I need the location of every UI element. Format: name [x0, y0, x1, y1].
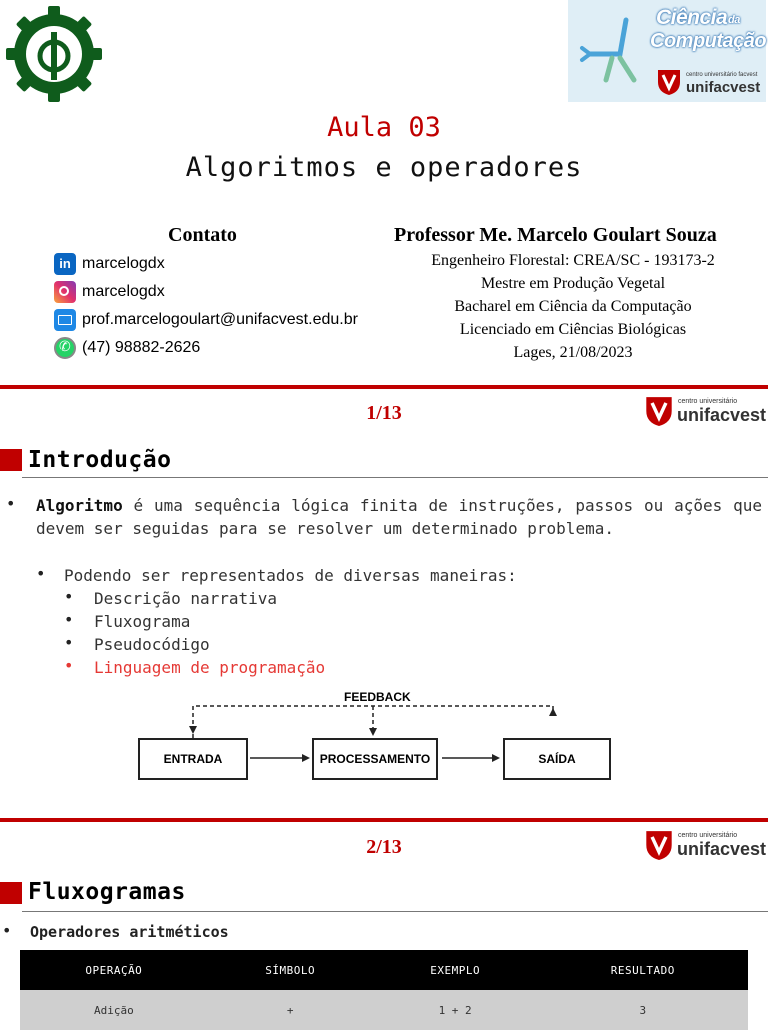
section-marker [0, 449, 22, 471]
lesson-title: Algoritmos e operadores [185, 152, 583, 183]
slide-divider [0, 385, 768, 389]
bullet-dot: • [64, 610, 74, 629]
column-header: EXEMPLO [373, 950, 538, 990]
contact-heading: Contato [168, 224, 237, 246]
professor-credential: Mestre em Produção Vegetal [480, 275, 666, 292]
section-underline [22, 477, 768, 478]
section-underline [22, 911, 768, 912]
presentation-date: Lages, 21/08/2023 [513, 344, 633, 361]
professor-name: Professor Me. Marcelo Goulart Souza [394, 224, 717, 246]
slide-divider [0, 818, 768, 822]
bullet-dot: • [64, 587, 74, 606]
unifacvest-shield-icon [644, 394, 674, 428]
phi-gear-logo [4, 4, 104, 104]
cc-logo-line2: Computação [650, 30, 767, 52]
instagram-handle: marcelogdx [82, 283, 165, 300]
column-header: SÍMBOLO [208, 950, 373, 990]
algorithm-definition-text: é uma sequência lógica finita de instruções, passos ou ações que devem ser seguidas para se resolver um determinado problema. [36, 496, 762, 538]
table-row [20, 990, 748, 1030]
section-title: Introdução [28, 447, 172, 473]
contact-whatsapp[interactable] [54, 336, 200, 360]
professor-credential: Licenciado em Ciências Biológicas [459, 321, 687, 338]
cc-logo-small: centro universitário facvest [686, 72, 758, 78]
bullet-dot: • [36, 564, 46, 583]
table-cell: 1 + 2 [373, 990, 538, 1030]
unifacvest-logo [642, 392, 767, 432]
table-cell: 3 [538, 990, 748, 1030]
instagram-icon [54, 281, 76, 303]
representation-intro: Podendo ser representados de diversas maneiras: [64, 566, 517, 585]
whatsapp-number: (47) 98882-2626 [82, 339, 201, 356]
bullet-dot: • [64, 656, 74, 675]
contact-email[interactable] [54, 308, 358, 332]
arithmetic-operators-table [20, 950, 748, 1030]
bullet-dot: • [2, 921, 12, 940]
linkedin-handle: marcelogdx [82, 255, 165, 272]
output-box: SAÍDA [503, 738, 611, 780]
form-item: Pseudocódigo [94, 635, 210, 654]
table-cell: Adição [20, 990, 208, 1030]
email-address: prof.marcelogoulart@unifacvest.edu.br [82, 311, 358, 328]
professor-credential: Engenheiro Florestal: CREA/SC - 193173-2 [431, 252, 715, 269]
arithmetic-operators-heading: Operadores aritméticos [30, 923, 229, 941]
form-item-highlighted: Linguagem de programação [94, 658, 326, 677]
contact-linkedin[interactable] [54, 252, 165, 276]
email-icon [54, 309, 76, 331]
chair-icon [576, 14, 646, 84]
professor-credential: Bacharel em Ciência da Computação [454, 298, 692, 315]
bullet-dot: • [64, 633, 74, 652]
whatsapp-icon [54, 337, 76, 359]
unifacvest-shield-icon [644, 828, 674, 862]
page-number: 1/13 [366, 402, 402, 424]
unifacvest-logo [642, 826, 767, 866]
process-box: PROCESSAMENTO [312, 738, 438, 780]
form-item: Fluxograma [94, 612, 191, 631]
form-item: Descrição narrativa [94, 589, 278, 608]
section-title: Fluxogramas [28, 879, 186, 905]
cc-logo-brand: unifacvest [686, 79, 761, 96]
feedback-label: FEEDBACK [344, 690, 411, 704]
contact-instagram[interactable] [54, 280, 165, 304]
column-header: OPERAÇÃO [20, 950, 208, 990]
unifacvest-subtitle: centro universitário [678, 398, 738, 405]
unifacvest-brand: unifacvest [677, 839, 767, 859]
algorithm-definition [36, 494, 762, 540]
input-box: ENTRADA [138, 738, 248, 780]
table-header-row [20, 950, 748, 990]
section-marker [0, 882, 22, 904]
cc-logo-da: da [728, 14, 740, 26]
page-number: 2/13 [366, 836, 402, 858]
ciencia-computacao-logo [568, 0, 766, 102]
linkedin-icon: in [54, 253, 76, 275]
unifacvest-shield-icon [656, 68, 682, 96]
table-cell: + [208, 990, 373, 1030]
column-header: RESULTADO [538, 950, 748, 990]
unifacvest-subtitle: centro universitário [678, 832, 738, 839]
lesson-number: Aula 03 [327, 112, 441, 143]
bullet-dot: • [6, 494, 16, 513]
unifacvest-brand: unifacvest [677, 405, 767, 425]
algorithm-term: Algoritmo [36, 496, 123, 515]
cc-logo-line1: Ciência [656, 6, 728, 29]
